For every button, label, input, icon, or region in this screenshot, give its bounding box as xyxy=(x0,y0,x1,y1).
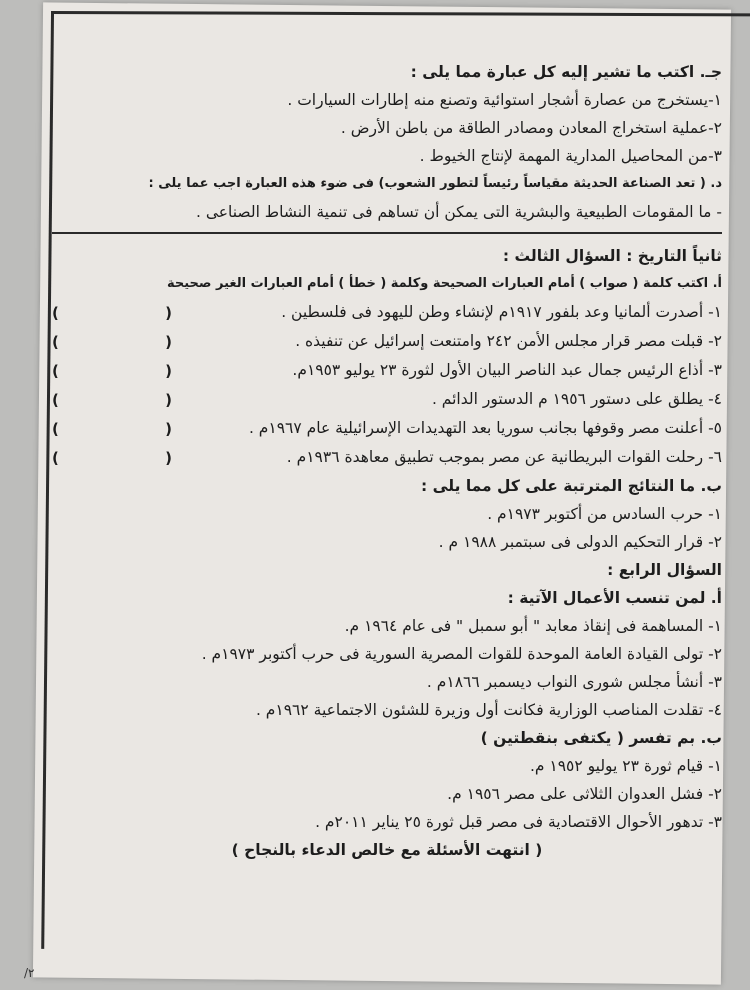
result-item: ١- حرب السادس من أكتوبر ١٩٧٣م . xyxy=(487,505,722,523)
part-d-statement: د. ( تعد الصناعة الحديثة مقياساً رئيساً لتطور الشعوب) فى ضوء هذه العبارة اجب عما يلى : xyxy=(148,176,722,191)
attribution-item: ٤- تقلدت المناصب الوزارية فكانت أول وزيرة للشئون الاجتماعية ١٩٦٢م . xyxy=(255,701,722,719)
tf-statement: ٢- قبلت مصر قرار مجلس الأمن ٢٤٢ وامتنعت إسرائيل عن تنفيذه . xyxy=(295,332,722,350)
tf-item xyxy=(52,298,722,327)
part-d-question: - ما المقومات الطبيعية والبشرية التى يمكن أن تساهم فى تنمية النشاط الصناعى . xyxy=(195,203,722,221)
attribution-item: ٣- أنشأ مجلس شورى النواب ديسمبر ١٨٦٦م . xyxy=(426,673,722,691)
tf-item xyxy=(52,356,722,385)
attribution-item: ٢- تولى القيادة العامة الموحدة للقوات المصرية السورية فى حرب أكتوبر ١٩٧٣م . xyxy=(201,645,722,663)
tf-statement: ١- أصدرت ألمانيا وعد بلفور ١٩١٧م لإنشاء وطن لليهود فى فلسطين . xyxy=(281,303,722,321)
tf-item xyxy=(52,414,722,443)
answer-brackets[interactable]: ( ) xyxy=(52,303,172,322)
results-heading: ب. ما النتائج المترتبة على كل مما يلى : xyxy=(421,477,722,495)
true-false-instructions: أ. اكتب كلمة ( صواب ) أمام العبارات الصحيحة وكلمة ( خطأ ) أمام العبارات الغير صحيحة xyxy=(166,276,722,291)
answer-brackets[interactable]: ( ) xyxy=(52,361,172,380)
tf-item xyxy=(52,385,722,414)
part-c-heading: جـ. اكتب ما تشير إليه كل عبارة مما يلى : xyxy=(410,63,722,81)
tf-statement: ٤- يطلق على دستور ١٩٥٦ م الدستور الدائم . xyxy=(431,390,722,408)
attribution-item: ١- المساهمة فى إنقاذ معابد " أبو سمبل " فى عام ١٩٦٤ م. xyxy=(344,617,722,635)
answer-brackets[interactable]: ( ) xyxy=(52,419,172,438)
tf-statement: ٣- أذاع الرئيس جمال عبد الناصر البيان الأول لثورة ٢٣ يوليو ١٩٥٣م. xyxy=(292,361,722,379)
answer-brackets[interactable]: ( ) xyxy=(52,390,172,409)
page-number: ٢/ xyxy=(24,966,35,980)
q4-heading: السؤال الرابع : xyxy=(607,561,722,579)
tf-statement: ٦- رحلت القوات البريطانية عن مصر بموجب تطبيق معاهدة ١٩٣٦م . xyxy=(286,448,722,466)
result-item: ٢- قرار التحكيم الدولى فى سبتمبر ١٩٨٨ م . xyxy=(438,533,722,551)
closing-note: ( انتهت الأسئلة مع خالص الدعاء بالنجاح ) xyxy=(231,841,543,859)
question-c1: ١-يستخرج من عصارة أشجار استوائية وتصنع منه إطارات السيارات . xyxy=(287,91,722,109)
exam-content xyxy=(52,58,722,864)
tf-item xyxy=(52,443,722,472)
answer-brackets[interactable]: ( ) xyxy=(52,332,172,351)
explain-item: ٢- فشل العدوان الثلاثى على مصر ١٩٥٦ م. xyxy=(447,785,722,803)
answer-brackets[interactable]: ( ) xyxy=(52,448,172,467)
explain-item: ٣- تدهور الأحوال الاقتصادية فى مصر قبل ثورة ٢٥ يناير ٢٠١١م . xyxy=(315,813,722,831)
section-divider xyxy=(52,232,722,234)
attribution-heading: أ. لمن تنسب الأعمال الآتية : xyxy=(507,589,722,607)
tf-statement: ٥- أعلنت مصر وقوفها بجانب سوريا بعد التهديدات الإسرائيلية عام ١٩٦٧م . xyxy=(248,419,722,437)
explain-heading: ب. بم تفسر ( يكتفى بنقطتين ) xyxy=(480,729,722,747)
question-c2: ٢-عملية استخراج المعادن ومصادر الطاقة من باطن الأرض . xyxy=(340,119,722,137)
tf-item xyxy=(52,327,722,356)
question-c3: ٣-من المحاصيل المدارية المهمة لإنتاج الخيوط . xyxy=(419,147,722,165)
history-heading: ثانياً التاريخ : السؤال الثالث : xyxy=(502,247,722,265)
explain-item: ١- قيام ثورة ٢٣ يوليو ١٩٥٢ م. xyxy=(529,757,722,775)
